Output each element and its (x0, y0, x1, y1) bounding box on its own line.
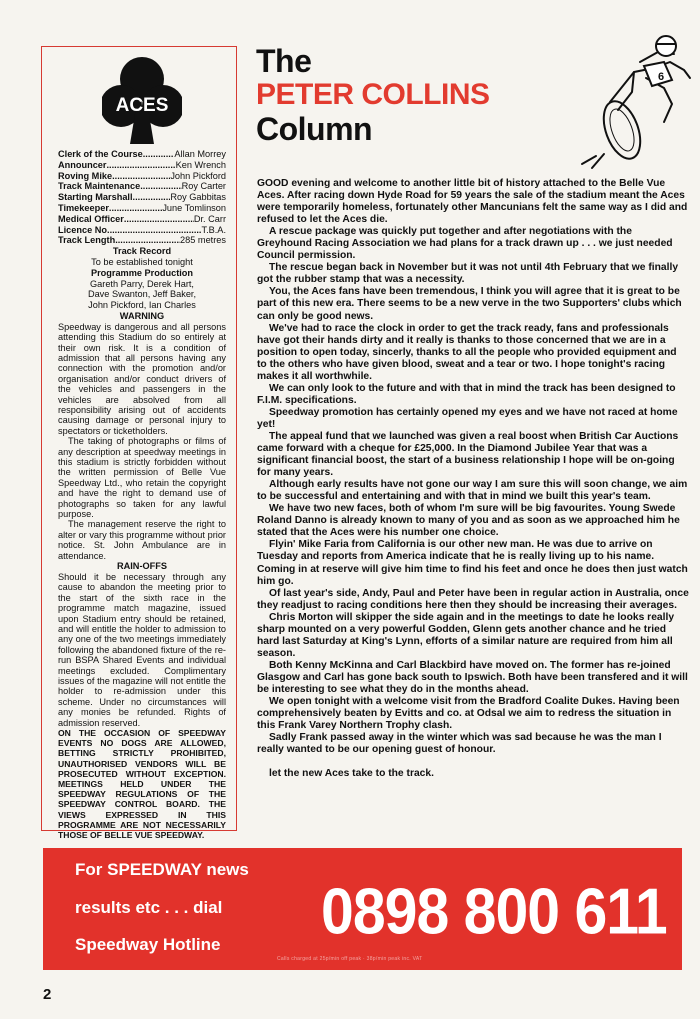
rain-offs-text: Should it be necessary through any cause to abandon the meeting prior to the start of the sixth race in the programme match magazine, issued upon Stadium entry should be retained, and will entitle the holder to admission to any one of the two meetings immediately following the abandoned fixture of the re-run BSPA Shared Events and individual meetings excluded. Complimentary issues of the magazine will not entitle the holder to re-admission under this scheme. Under no circumstances will any monies be refunded. Rights of admission reserved. (58, 571, 226, 728)
motorcycle-rider-icon (574, 32, 696, 172)
column-article (257, 178, 689, 780)
article-paragraph: You, the Aces fans have been tremendous, I think you will agree that it is great to be part of this new era. There seems to be a new verve in the two Supporters' clubs which can only be good news. (257, 286, 682, 322)
svg-text:6: 6 (658, 71, 665, 83)
production-line: Gareth Parry, Derek Hart, (90, 278, 194, 289)
article-paragraph: We open tonight with a welcome visit from the Bradford Coalite Dukes. Having been comprehensively beaten by Evitts and co. at Odsal we aim to redress the situation in this Frank Varey Northern Trophy clash. (257, 696, 680, 732)
article-paragraph: Speedway promotion has certainly opened my eyes and we have not raced at home yet! (257, 406, 678, 430)
officials-list (58, 149, 226, 246)
call-charges-note: Calls charged at 25p/min off peak · 38p/min peak inc. VAT (277, 956, 423, 962)
title-name: PETER COLLINS (256, 78, 490, 111)
article-paragraph: The appeal fund that we launched was given a real boost when British Car Auctions came forward with a cheque for £25,000. In the Diamond Jubilee Year that was a significant financial boost, the start of a business relationship I hope will be on-going for many years. (257, 430, 679, 479)
article-paragraph: We've had to race the clock in order to get the track ready, fans and professionals have got their hands dirty and it really is thanks to those concerned that we are in a position to open today, sincerly, thanks to all the people who provided equipment and to the others who have given blood, sweat and a tear or two. I hope tonight's racing makes it all worthwhile. (257, 322, 677, 382)
article-paragraph: Sadly Frank passed away in the winter which was sad because he was the man I really wanted to be our opening guest of honour. (257, 732, 662, 756)
official-row (58, 149, 226, 160)
official-role: Announcer (58, 159, 107, 170)
official-row (58, 203, 226, 214)
aces-logo (102, 53, 182, 145)
official-role: Track Length (58, 235, 116, 246)
banner-line: For SPEEDWAY news (75, 860, 249, 879)
article-paragraph: Flyin' Mike Faria from California is our other new man. He was due to arrive on Tuesday and reports from America indicate that he is really living up to his name. Coming in at reserve will give him time to find his feet and once he does then just watch him go. (257, 539, 688, 587)
column-title (256, 44, 490, 146)
warning-text: The taking of photographs or films of any description at speedway meetings in this stadium is strictly forbidden without the written permission of Belle Vue Speedway Ltd., who retain the copyright and have the right to demand use of photographs so taken for any lawful purpose. (58, 436, 226, 520)
track-record-heading: Track Record (112, 246, 172, 257)
track-record-text: To be established tonight (91, 256, 193, 267)
official-name: T.B.A. (201, 224, 226, 235)
article-paragraph: Both Kenny McKinna and Carl Blackbird have moved on. The former has re-joined Glasgow and Carl has gone back south to Ipswich. Both have been transfered and it will be interesting to see what they do in the months ahead. (257, 659, 688, 695)
official-role: Timekeeper (58, 202, 109, 213)
article-paragraph: Although early results have not gone our way I am sure this will soon change, we aim to be successful and entertaining and with that in mind we built this year's team. (257, 479, 688, 503)
official-role: Clerk of the Course (58, 149, 143, 159)
club-suit-icon (102, 53, 182, 145)
article-paragraph: We can only look to the future and with that in mind the track has been designed to F.I.M. specifications. (257, 382, 676, 406)
officials-panel (41, 46, 237, 841)
title-line: The (256, 43, 312, 79)
official-role: Roving Mike (58, 170, 113, 181)
official-role: Starting Marshall (58, 192, 133, 203)
article-paragraph: Of last year's side, Andy, Paul and Peter have been in regular action in Australia, once they readjust to racing conditions here then they should be increasing their averages. (257, 587, 689, 611)
official-name: Dr. Carr (193, 213, 226, 224)
article-paragraph: Chris Morton will skipper the side again and in the meetings to date he looks really sharp mounted on a very powerful Godden, Glenn gets another chance and he tried hard last Saturday at King's Lynn, efforts of a similar nature are required from him all season. (257, 611, 675, 659)
article-paragraph: The rescue began back in November but it was not until 4th February that we finally got the rubber stamp that was a necessity. (257, 262, 679, 286)
official-row (58, 192, 226, 203)
official-row (58, 214, 226, 225)
speedway-rider-illustration (574, 32, 696, 172)
rain-offs-heading: RAIN-OFFS (116, 561, 167, 572)
page-number: 2 (43, 986, 52, 1003)
warning-heading: WARNING (119, 310, 165, 321)
official-name: Allan Morrey (174, 149, 226, 159)
warning-text: The management reserve the right to alter or vary this programme without prior notice. St. John Ambulance are in attendance. (58, 519, 226, 561)
article-paragraph: A rescue package was quickly put together and after negotiations with the Greyhound Racing Association we had plans for a track drawn up . . . we just needed Council permission. (257, 226, 673, 262)
production-heading: Programme Production (90, 267, 194, 278)
article-paragraph: GOOD evening and welcome to another little bit of history attached to the Belle Vue Aces. After racing down Hyde Road for 59 years the sale of the stadium meant the Aces were temporarily homeless, fortunately other Mancunians felt the same way as I did and refused to let the Aces die. (257, 178, 688, 226)
official-name: Roy Gabbitas (170, 192, 226, 203)
official-name: June Tomlinson (162, 202, 226, 213)
banner-line: Speedway Hotline (75, 935, 221, 954)
official-row (58, 225, 226, 236)
production-line: John Pickford, Ian Charles (88, 300, 196, 311)
banner-line: results etc . . . dial (75, 898, 223, 917)
official-role: Licence No. (58, 224, 110, 235)
official-row (58, 171, 226, 182)
official-row (58, 181, 226, 192)
hotline-banner (43, 848, 682, 970)
official-role: Track Maintenance (58, 181, 141, 192)
production-line: Dave Swanton, Jeff Baker, (87, 289, 197, 300)
official-name: Ken Wrench (175, 159, 226, 170)
official-role: Medical Officer (58, 213, 124, 224)
hotline-phone-number: 0898 800 611 (321, 875, 667, 948)
official-name: 285 metres (180, 235, 226, 246)
official-name: Roy Carter (181, 181, 226, 192)
logo-text: ACES (115, 95, 169, 116)
regulations-notice: ON THE OCCASION OF SPEEDWAY EVENTS NO DOGS ARE ALLOWED, BETTING STRICTLY PROHIBITED, UNAUTHORISED VENDORS WILL BE PROSECUTED WITHOUT EXCEPTION. MEETINGS HELD UNDER THE SPEEDWAY REGULATIONS OF THE SPEEDWAY CONTROL BOARD. THE VIEWS EXPRESSED IN THIS PROGRAMME ARE NOT NECESSARILY THOSE OF BELLE VUE SPEEDWAY. (58, 727, 226, 841)
warning-text: Speedway is dangerous and all persons attending this Stadium do so entirely at their own risk. It is a condition of admission that all persons having any connection with the promotion and/or organisation and/or conduct drivers of the vehicles and passengers in the vehicles are absolved from all responsibility arising out of accidents causing damage or personal injury to spectators or ticketholders. (58, 321, 226, 436)
official-row (58, 235, 226, 246)
official-row (58, 160, 226, 171)
article-paragraph: We have two new faces, both of whom I'm sure will be big favourites. Young Swede Roland Danno is already known to many of you and as soon as we approached him he stated that the Aces were his number one choice. (257, 503, 680, 539)
title-line: Column (256, 111, 373, 147)
article-closing: let the new Aces take to the track. (269, 768, 434, 780)
official-name: John Pickford (170, 170, 226, 181)
